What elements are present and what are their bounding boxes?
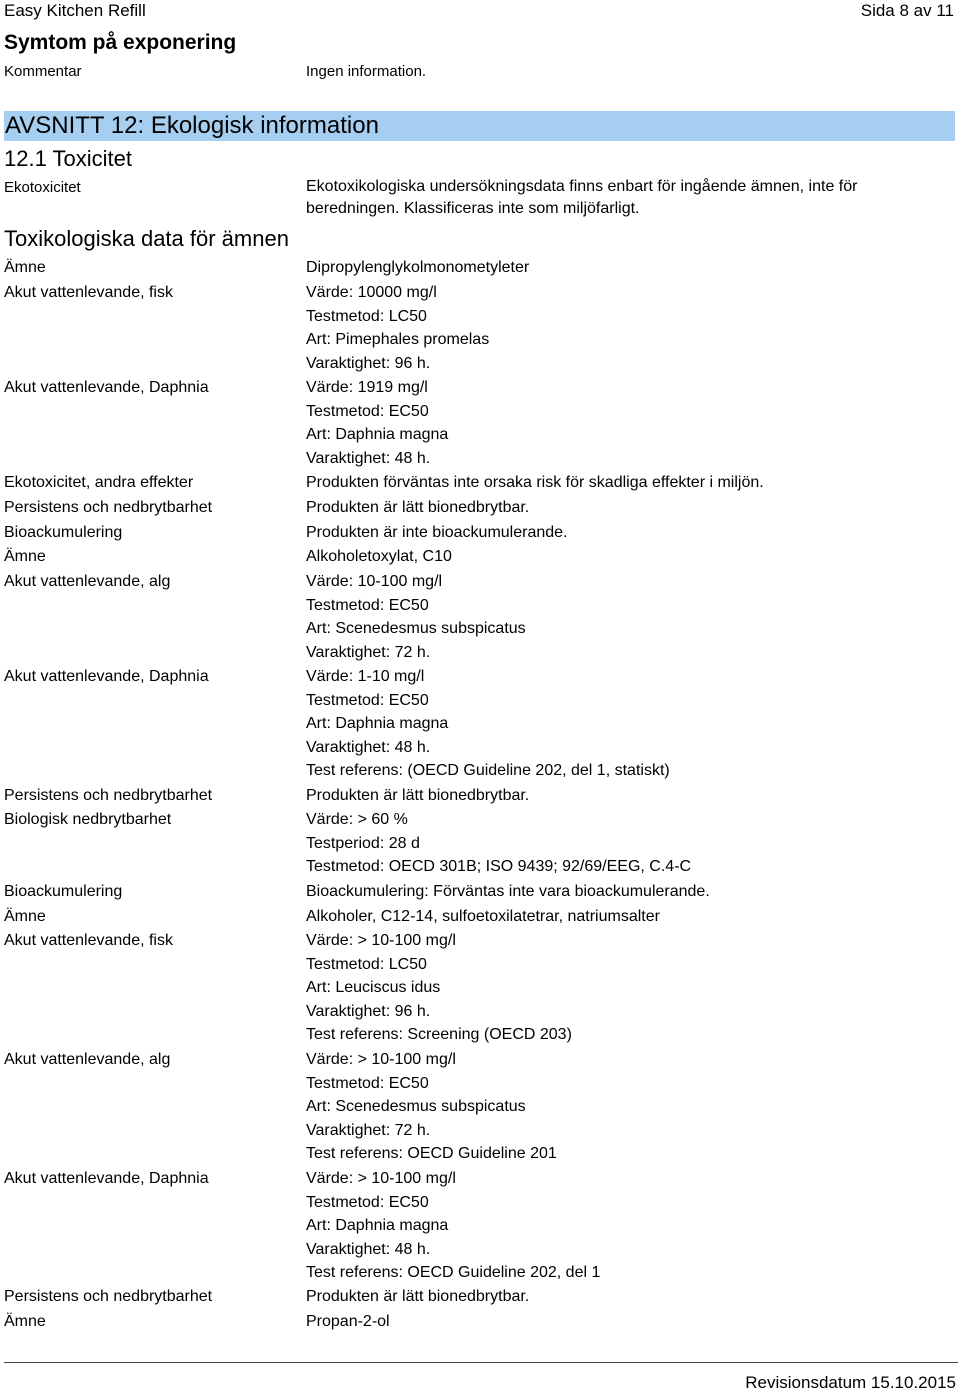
tox-row-values <box>306 545 452 569</box>
tox-row-label: Akut vattenlevande, fisk <box>4 284 173 301</box>
tox-row-value-line: Produkten förväntas inte orsaka risk för skadliga effekter i miljön. <box>306 474 764 491</box>
subsection-title: 12.1 Toxicitet <box>4 146 133 171</box>
tox-row-values <box>306 784 529 808</box>
tox-row-label: Ekotoxicitet, andra effekter <box>4 474 194 491</box>
tox-row-value-line: Art: Pimephales promelas <box>306 331 490 349</box>
tox-row-label: Ämne <box>4 548 46 565</box>
tox-row-label: Ämne <box>4 259 46 276</box>
tox-row-value-line: Testmetod: LC50 <box>306 307 427 325</box>
symptom-heading: Symtom på exponering <box>4 31 237 54</box>
tox-row-value-line: Testperiod: 28 d <box>306 834 420 852</box>
tox-row-value-line: Produkten är lätt bionedbrytbar. <box>306 787 530 804</box>
tox-row-value-line: Värde: 10000 mg/l <box>306 284 437 301</box>
tox-row-value-line: Produkten är inte bioackumulerande. <box>306 524 568 541</box>
tox-row-values <box>306 521 568 545</box>
tox-row-values <box>306 376 448 470</box>
page-header <box>4 0 954 22</box>
tox-row-value-line: Art: Leuciscus idus <box>306 979 441 997</box>
tox-row-value-line: Test referens: Screening (OECD 203) <box>306 1026 572 1044</box>
tox-row-value-line: Varaktighet: 96 h. <box>306 1002 431 1020</box>
tox-row-value-line: Art: Scenedesmus subspicatus <box>306 1098 526 1116</box>
tox-row-value-line: Alkoholetoxylat, C10 <box>306 548 452 565</box>
tox-row-values <box>306 905 660 929</box>
tox-row-value-line: Varaktighet: 96 h. <box>306 354 431 372</box>
tox-row-values <box>306 256 529 280</box>
page-number: Sida 8 av 11 <box>860 1 954 20</box>
tox-row-value-line: Varaktighet: 48 h. <box>306 1240 431 1258</box>
tox-row-values <box>306 1285 529 1309</box>
tox-row-value-line: Värde: > 10-100 mg/l <box>306 1170 456 1187</box>
tox-row-label: Bioackumulering <box>4 524 123 541</box>
tox-row-value-line: Varaktighet: 72 h. <box>306 643 431 661</box>
tox-row-values <box>306 929 572 1047</box>
tox-row-value-line: Test referens: (OECD Guideline 202, del 1, statiskt) <box>306 762 670 780</box>
tox-row-label: Persistens och nedbrytbarhet <box>4 787 213 804</box>
tox-row-values <box>306 496 529 520</box>
tox-row-value-line: Varaktighet: 48 h. <box>306 738 431 756</box>
tox-row-values <box>306 665 670 783</box>
tox-row-label: Akut vattenlevande, alg <box>4 1051 171 1068</box>
tox-row-label: Akut vattenlevande, Daphnia <box>4 379 209 396</box>
tox-row-values <box>306 880 710 904</box>
tox-row-value-line: Varaktighet: 48 h. <box>306 449 431 467</box>
tox-row-value-line: Värde: 10-100 mg/l <box>306 573 443 590</box>
symptom-comment-label: Kommentar <box>4 63 82 80</box>
tox-row-value-line: Art: Scenedesmus subspicatus <box>306 620 526 638</box>
tox-row-label: Bioackumulering <box>4 883 123 900</box>
tox-row-values <box>306 471 764 495</box>
tox-row-label: Ämne <box>4 908 46 925</box>
tox-row-value-line: Dipropylenglykolmonometyleter <box>306 259 530 276</box>
tox-row-value-line: Art: Daphnia magna <box>306 426 449 444</box>
tox-row-value-line: Test referens: OECD Guideline 201 <box>306 1145 557 1163</box>
ekotox-label: Ekotoxicitet <box>4 179 81 196</box>
tox-row-value-line: Testmetod: LC50 <box>306 955 427 973</box>
tox-row-value-line: Test referens: OECD Guideline 202, del 1 <box>306 1264 601 1282</box>
tox-row-label: Akut vattenlevande, Daphnia <box>4 668 209 685</box>
tox-row-value-line: Värde: 1919 mg/l <box>306 379 428 396</box>
footer-divider <box>4 1362 958 1363</box>
tox-row-value-line: Alkoholer, C12-14, sulfoetoxilatetrar, natriumsalter <box>306 908 660 925</box>
tox-row-label: Akut vattenlevande, Daphnia <box>4 1170 209 1187</box>
section-title: AVSNITT 12: Ekologisk information <box>5 112 379 139</box>
symptom-comment-value: Ingen information. <box>306 63 427 80</box>
tox-row-value-line: Testmetod: EC50 <box>306 1074 429 1092</box>
document-title: Easy Kitchen Refill <box>4 1 146 20</box>
tox-row-values <box>306 281 489 375</box>
tox-row-label: Persistens och nedbrytbarhet <box>4 1288 213 1305</box>
tox-row-value-line: Värde: > 10-100 mg/l <box>306 1051 456 1068</box>
tox-row-value-line: Värde: > 60 % <box>306 811 408 828</box>
tox-row-label: Biologisk nedbrytbarhet <box>4 811 172 828</box>
tox-row-label: Persistens och nedbrytbarhet <box>4 499 213 516</box>
tox-row-value-line: Varaktighet: 72 h. <box>306 1121 431 1139</box>
section-header-bar <box>4 111 955 141</box>
tox-row-value-line: Testmetod: EC50 <box>306 596 429 614</box>
tox-row-values <box>306 808 691 879</box>
tox-row-value-line: Testmetod: EC50 <box>306 691 429 709</box>
ekotox-value: Ekotoxikologiska undersökningsdata finns enbart för ingående ämnen, inte för beredningen. Klassificeras inte som miljöfarligt. <box>306 178 858 217</box>
tox-row-label: Akut vattenlevande, alg <box>4 573 171 590</box>
tox-row-values <box>306 570 526 664</box>
tox-row-value-line: Testmetod: OECD 301B; ISO 9439; 92/69/EEG, C.4-C <box>306 858 692 876</box>
tox-row-value-line: Testmetod: EC50 <box>306 1193 429 1211</box>
tox-row-values <box>306 1048 557 1166</box>
tox-row-label: Ämne <box>4 1313 46 1330</box>
tox-row-value-line: Testmetod: EC50 <box>306 402 429 420</box>
tox-row-label: Akut vattenlevande, fisk <box>4 932 173 949</box>
tox-data-heading: Toxikologiska data för ämnen <box>4 226 289 251</box>
tox-row-value-line: Värde: > 10-100 mg/l <box>306 932 456 949</box>
tox-row-values <box>306 1167 600 1285</box>
tox-row-value-line: Propan-2-ol <box>306 1313 390 1330</box>
tox-row-value-line: Produkten är lätt bionedbrytbar. <box>306 499 530 516</box>
tox-row-values <box>306 1310 390 1334</box>
tox-row-value-line: Bioackumulering: Förväntas inte vara bioackumulerande. <box>306 883 710 900</box>
tox-row-value-line: Art: Daphnia magna <box>306 1217 449 1235</box>
tox-row-value-line: Produkten är lätt bionedbrytbar. <box>306 1288 530 1305</box>
tox-row-value-line: Art: Daphnia magna <box>306 715 449 733</box>
tox-row-value-line: Värde: 1-10 mg/l <box>306 668 425 685</box>
revision-date: Revisionsdatum 15.10.2015 <box>745 1373 956 1392</box>
